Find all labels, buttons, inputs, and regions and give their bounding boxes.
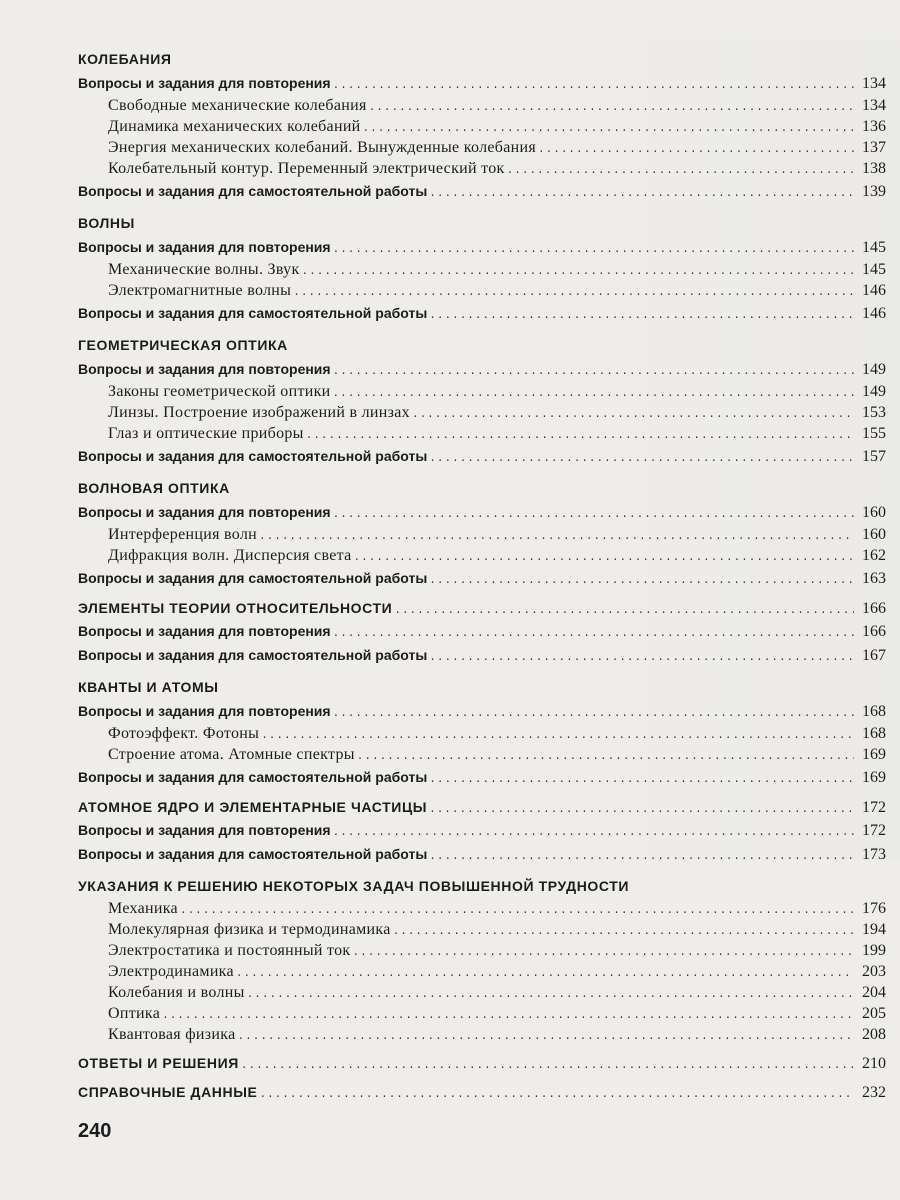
toc-entry [78,699,886,723]
toc-entry [78,961,886,982]
toc-entry [78,566,886,590]
toc-entry-label: Вопросы и задания для самостоятельной работы [78,570,428,586]
toc-entry-page: 153 [862,404,886,421]
section-heading: ГЕОМЕТРИЧЕСКАЯ ОПТИКА [78,337,288,353]
table-of-contents [78,47,886,1103]
toc-entry-page: 145 [862,261,886,278]
toc-entry [78,444,886,468]
toc-entry-label: Свободные механические колебания [108,97,367,114]
toc-entry-page: 166 [862,600,886,617]
toc-entry-label: Вопросы и задания для повторения [78,239,331,255]
dot-leader [333,503,854,527]
toc-entry-page: 232 [862,1084,886,1101]
dot-leader [236,964,854,985]
toc-entry-label: АТОМНОЕ ЯДРО И ЭЛЕМЕНТАРНЫЕ ЧАСТИЦЫ [78,799,428,815]
toc-entry-label: Вопросы и задания для самостоятельной работы [78,183,428,199]
toc-entry [78,1053,886,1074]
toc-entry-page: 167 [862,647,886,664]
toc-entry-label: Строение атома. Атомные спектры [108,746,355,763]
toc-entry-label: Электростатика и постоянный ток [108,942,351,959]
toc-entry-page: 139 [862,183,886,200]
dot-leader [333,360,854,384]
toc-entry [78,357,886,381]
toc-entry [78,982,886,1003]
toc-entry-page: 134 [862,75,886,92]
toc-entry-page: 203 [862,963,886,980]
toc-entry-label: Вопросы и задания для самостоятельной работы [78,448,428,464]
toc-entry-label: СПРАВОЧНЫЕ ДАННЫЕ [78,1084,258,1100]
toc-entry [78,71,886,95]
toc-entry-label: Энергия механических колебаний. Вынужденные колебания [108,139,537,156]
toc-entry-page: 155 [862,425,886,442]
toc-entry-label: Колебания и волны [108,984,245,1001]
toc-entry [78,818,886,842]
toc-entry-label: Вопросы и задания для повторения [78,504,331,520]
toc-entry-page: 136 [862,118,886,135]
toc-entry [78,402,886,423]
toc-entry-page: 138 [862,160,886,177]
section-heading: ВОЛНОВАЯ ОПТИКА [78,480,230,496]
section-heading: КВАНТЫ И АТОМЫ [78,679,219,695]
toc-entry-label: Фотоэффект. Фотоны [108,725,260,742]
toc-entry [78,301,886,325]
toc-entry-label: Динамика механических колебаний [108,118,361,135]
toc-entry-label: Линзы. Построение изображений в линзах [108,404,410,421]
toc-entry-label: Вопросы и задания для самостоятельной работы [78,647,428,663]
toc-entry-page: 168 [862,725,886,742]
toc-section [78,476,886,590]
dot-leader [412,405,854,426]
toc-entry-label: ОТВЕТЫ И РЕШЕНИЯ [78,1055,239,1071]
toc-entry-label: Квантовая физика [108,1026,236,1043]
toc-entry-page: 199 [862,942,886,959]
toc-entry [78,500,886,524]
dot-leader [357,747,854,768]
dot-leader [302,262,854,283]
dot-leader [333,702,854,726]
dot-leader [429,182,854,206]
toc-entry-page: 134 [862,97,886,114]
dot-leader [429,304,854,328]
toc-entry-page: 166 [862,623,886,640]
dot-leader [507,161,854,182]
toc-entry-label: Механические волны. Звук [108,261,300,278]
dot-leader [369,98,854,119]
toc-entry [78,940,886,961]
toc-entry [78,598,886,619]
toc-entry-label: Вопросы и задания для самостоятельной работы [78,305,428,321]
toc-entry [78,1024,886,1045]
toc-entry-label: Колебательный контур. Переменный электрический ток [108,160,505,177]
toc-entry [78,179,886,203]
toc-entry-page: 208 [862,1026,886,1043]
dot-leader [238,1027,854,1048]
section-heading: КОЛЕБАНИЯ [78,51,172,67]
dot-leader [429,768,854,792]
toc-entry-label: ЭЛЕМЕНТЫ ТЕОРИИ ОТНОСИТЕЛЬНОСТИ [78,600,393,616]
toc-entry-page: 163 [862,570,886,587]
toc-section [78,333,886,468]
toc-entry-page: 146 [862,305,886,322]
toc-entry-page: 160 [862,526,886,543]
toc-entry [78,158,886,179]
toc-entry [78,898,886,919]
toc-entry-label: Интерференция волн [108,526,258,543]
dot-leader [393,922,854,943]
toc-entry [78,137,886,158]
toc-entry-page: 172 [862,799,886,816]
toc-entry-page: 169 [862,746,886,763]
page-number: 240 [78,1120,112,1142]
toc-entry [78,95,886,116]
toc-entry-page: 149 [862,383,886,400]
toc-entry-label: Механика [108,900,178,917]
toc-entry-page: 172 [862,822,886,839]
toc-entry-page: 146 [862,282,886,299]
dot-leader [333,74,854,98]
section-heading: УКАЗАНИЯ К РЕШЕНИЮ НЕКОТОРЫХ ЗАДАЧ ПОВЫШЕННОЙ ТРУДНОСТИ [78,878,630,894]
toc-entry [78,765,886,789]
toc-entry-page: 205 [862,1005,886,1022]
toc-section [78,47,886,203]
toc-entry-label: Вопросы и задания для повторения [78,703,331,719]
toc-entry-label: Молекулярная физика и термодинамика [108,921,391,938]
dot-leader [162,1006,854,1027]
toc-entry-page: 168 [862,703,886,720]
toc-section [78,797,886,866]
toc-section [78,874,886,1045]
toc-entry-page: 210 [862,1055,886,1072]
toc-entry [78,619,886,643]
toc-entry-label: Вопросы и задания для самостоятельной работы [78,769,428,785]
toc-section [78,598,886,667]
toc-entry [78,381,886,402]
toc-entry-page: 169 [862,769,886,786]
dot-leader [353,943,854,964]
toc-entry [78,423,886,444]
dot-leader [429,569,854,593]
toc-entry-label: Электромагнитные волны [108,282,292,299]
toc-entry-label: Вопросы и задания для повторения [78,75,331,91]
toc-entry [78,797,886,818]
dot-leader [429,646,854,670]
dot-leader [259,1085,854,1106]
toc-entry [78,235,886,259]
toc-entry-label: Вопросы и задания для повторения [78,623,331,639]
toc-entry [78,842,886,866]
toc-entry [78,280,886,301]
toc-entry-label: Вопросы и задания для повторения [78,361,331,377]
toc-entry [78,259,886,280]
toc-entry-page: 137 [862,139,886,156]
toc-entry [78,545,886,566]
toc-entry-page: 204 [862,984,886,1001]
toc-entry-page: 145 [862,239,886,256]
dot-leader [241,1056,854,1077]
toc-entry-page: 173 [862,846,886,863]
toc-entry-label: Вопросы и задания для самостоятельной работы [78,846,428,862]
toc-entry-label: Законы геометрической оптики [108,383,331,400]
toc-section [78,675,886,789]
section-heading: ВОЛНЫ [78,215,135,231]
dot-leader [538,140,854,161]
toc-section [78,1053,886,1074]
dot-leader [429,845,854,869]
toc-entry [78,744,886,765]
toc-entry-page: 157 [862,448,886,465]
toc-entry [78,723,886,744]
toc-entry [78,116,886,137]
toc-entry-label: Оптика [108,1005,161,1022]
toc-entry-page: 194 [862,921,886,938]
toc-entry-page: 176 [862,900,886,917]
toc-entry [78,524,886,545]
dot-leader [429,447,854,471]
toc-entry [78,1082,886,1103]
toc-section [78,1082,886,1103]
dot-leader [429,800,854,821]
toc-entry [78,1003,886,1024]
toc-entry-label: Вопросы и задания для повторения [78,822,331,838]
toc-entry-page: 149 [862,361,886,378]
toc-entry-label: Электродинамика [108,963,234,980]
toc-entry [78,919,886,940]
toc-entry-page: 160 [862,504,886,521]
dot-leader [247,985,854,1006]
toc-entry [78,643,886,667]
toc-section [78,211,886,325]
dot-leader [394,601,854,622]
toc-entry-page: 162 [862,547,886,564]
toc-entry-label: Дифракция волн. Дисперсия света [108,547,352,564]
dot-leader [333,238,854,262]
toc-entry-label: Глаз и оптические приборы [108,425,304,442]
